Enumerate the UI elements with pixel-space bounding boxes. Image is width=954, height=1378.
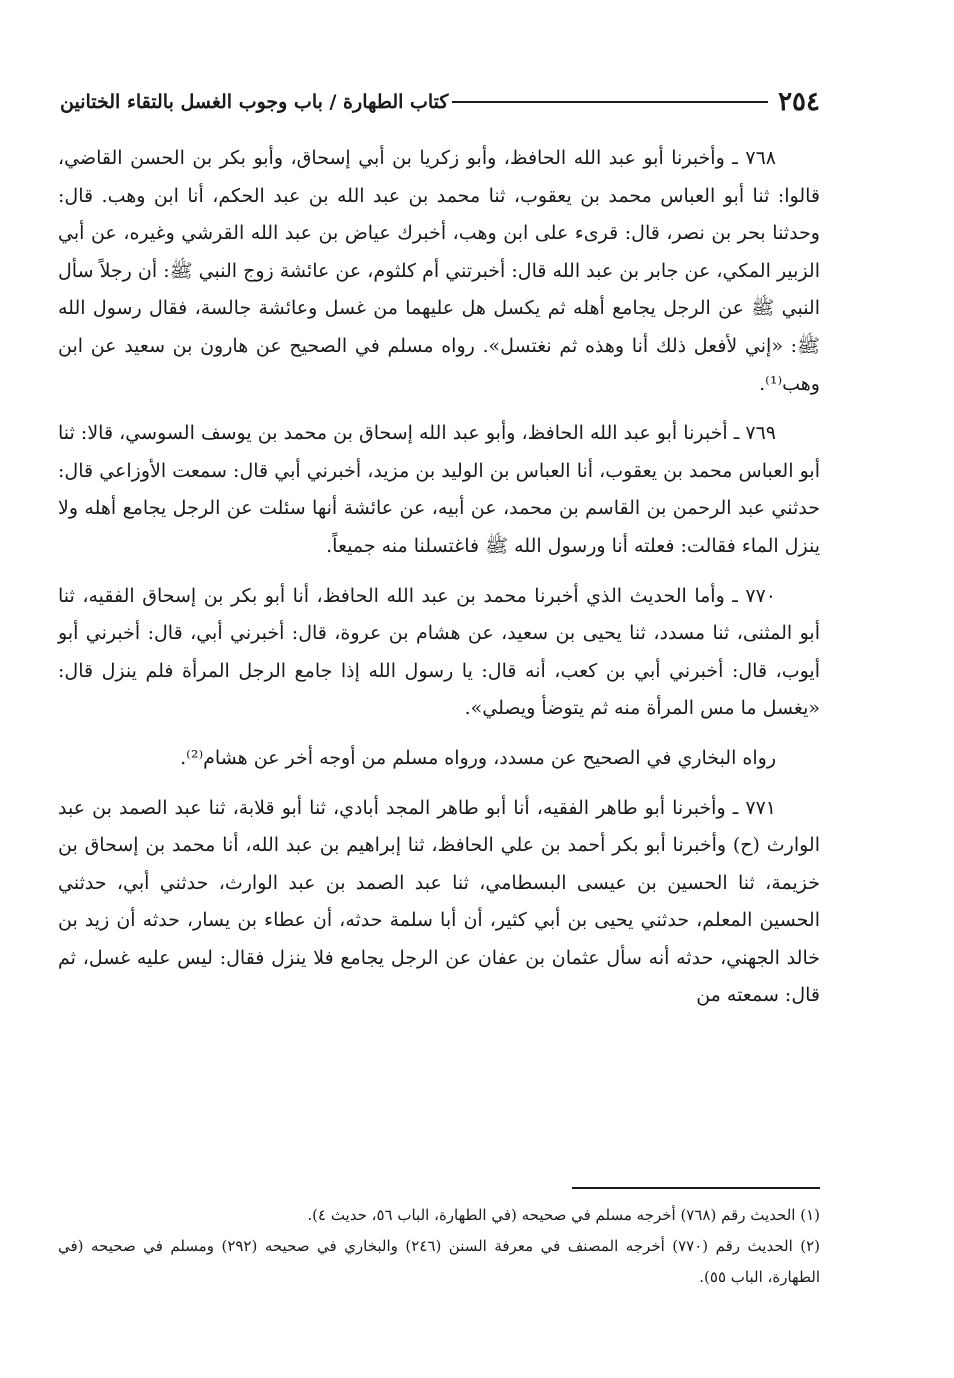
footnotes	[58, 1200, 820, 1293]
narration-note-paragraph: رواه البخاري في الصحيح عن مسدد، ورواه مسلم من أوجه أخر عن هشام⁽²⁾.	[180, 746, 776, 769]
running-header	[60, 86, 820, 118]
header-title: كتاب الطهارة / باب وجوب الغسل بالتقاء الختانين	[60, 91, 449, 113]
footnote: (١) الحديث رقم (٧٦٨) أخرجه مسلم في صحيحه (في الطهارة، الباب ٥٦، حديث ٤).	[307, 1206, 820, 1224]
hadith-paragraph: ٧٦٨ ـ وأخبرنا أبو عبد الله الحافظ، وأبو زكريا بن أبي إسحاق، وأبو بكر بن الحسن القاضي، قالوا: ثنا أبو العباس محمد بن يعقوب، ثنا محمد بن عبد الله بن عبد الحكم، أنا ابن وهب. قال: وحدثنا بحر بن نصر، قال: قرىء على ابن وهب، أخبرك عياض بن عبد الله القرشي وغيره، عن أبي الزبير المكي، عن جابر بن عبد الله قال: أخبرتني أم كلثوم، عن عائشة زوج النبي ﷺ: أن رجلاً سأل النبي ﷺ عن الرجل يجامع أهله ثم يكسل هل عليهما من غسل وعائشة جالسة، فقال رسول الله ﷺ: «إني لأفعل ذلك أنا وهذه ثم نغتسل». رواه مسلم في الصحيح عن هارون بن سعيد عن ابن وهب⁽¹⁾.	[58, 147, 820, 395]
main-text	[58, 140, 820, 1027]
hadith-paragraph: ٧٦٩ ـ أخبرنا أبو عبد الله الحافظ، وأبو عبد الله إسحاق بن محمد بن يوسف السوسي، قالا: ثنا أبو العباس محمد بن يعقوب، أنا العباس بن الوليد بن مزيد، أخبرني أبي قال: سمعت الأوزاعي قال: حدثني عبد الرحمن بن القاسم بن محمد، عن أبيه، عن عائشة أنها سئلت عن الرجل يجامع أهله ولا ينزل الماء فقالت: فعلته أنا ورسول الله ﷺ فاغتسلنا منه جميعاً.	[58, 422, 820, 557]
footnote: (٢) الحديث رقم (٧٧٠) أخرجه المصنف في معرفة السنن (٢٤٦) والبخاري في صحيحه (٢٩٢) ومسلم في صحيحه (في الطهارة، الباب ٥٥).	[58, 1237, 821, 1286]
header-rule	[452, 101, 768, 103]
hadith-paragraph: ٧٧٠ ـ وأما الحديث الذي أخبرنا محمد بن عبد الله الحافظ، أنا أبو بكر بن إسحاق الفقيه، ثنا أبو المثنى، ثنا مسدد، ثنا يحيى بن سعيد، عن هشام بن عروة، قال: أخبرني أبي، قال: أخبرني أبو أيوب، قال: أخبرني أبي بن كعب، أنه قال: يا رسول الله إذا جامع الرجل المرأة فلم ينزل قال: «يغسل ما مس المرأة منه ثم يتوضأ ويصلي».	[58, 584, 820, 720]
page-number: ٢٥٤	[778, 87, 820, 117]
hadith-paragraph: ٧٧١ ـ وأخبرنا أبو طاهر الفقيه، أنا أبو طاهر المجد أبادي، ثنا أبو قلابة، ثنا عبد الصمد بن عبد الوارث (ح) وأخبرنا أبو بكر أحمد بن علي الحافظ، ثنا إبراهيم بن عبد الله، أنا محمد بن إسحاق بن خزيمة، ثنا الحسين بن عيسى البسطامي، ثنا عبد الصمد بن عبد الوارث، حدثني أبي، حدثني الحسين المعلم، حدثني يحيى بن أبي كثير، أن أبا سلمة حدثه، أن عطاء بن يسار، حدثه أن زيد بن خالد الجهني، حدثه أنه سأل عثمان بن عفان عن الرجل يجامع فلا ينزل فقال: ليس عليه غسل، ثم قال: سمعته من	[58, 796, 820, 1007]
footnote-rule	[572, 1187, 820, 1189]
